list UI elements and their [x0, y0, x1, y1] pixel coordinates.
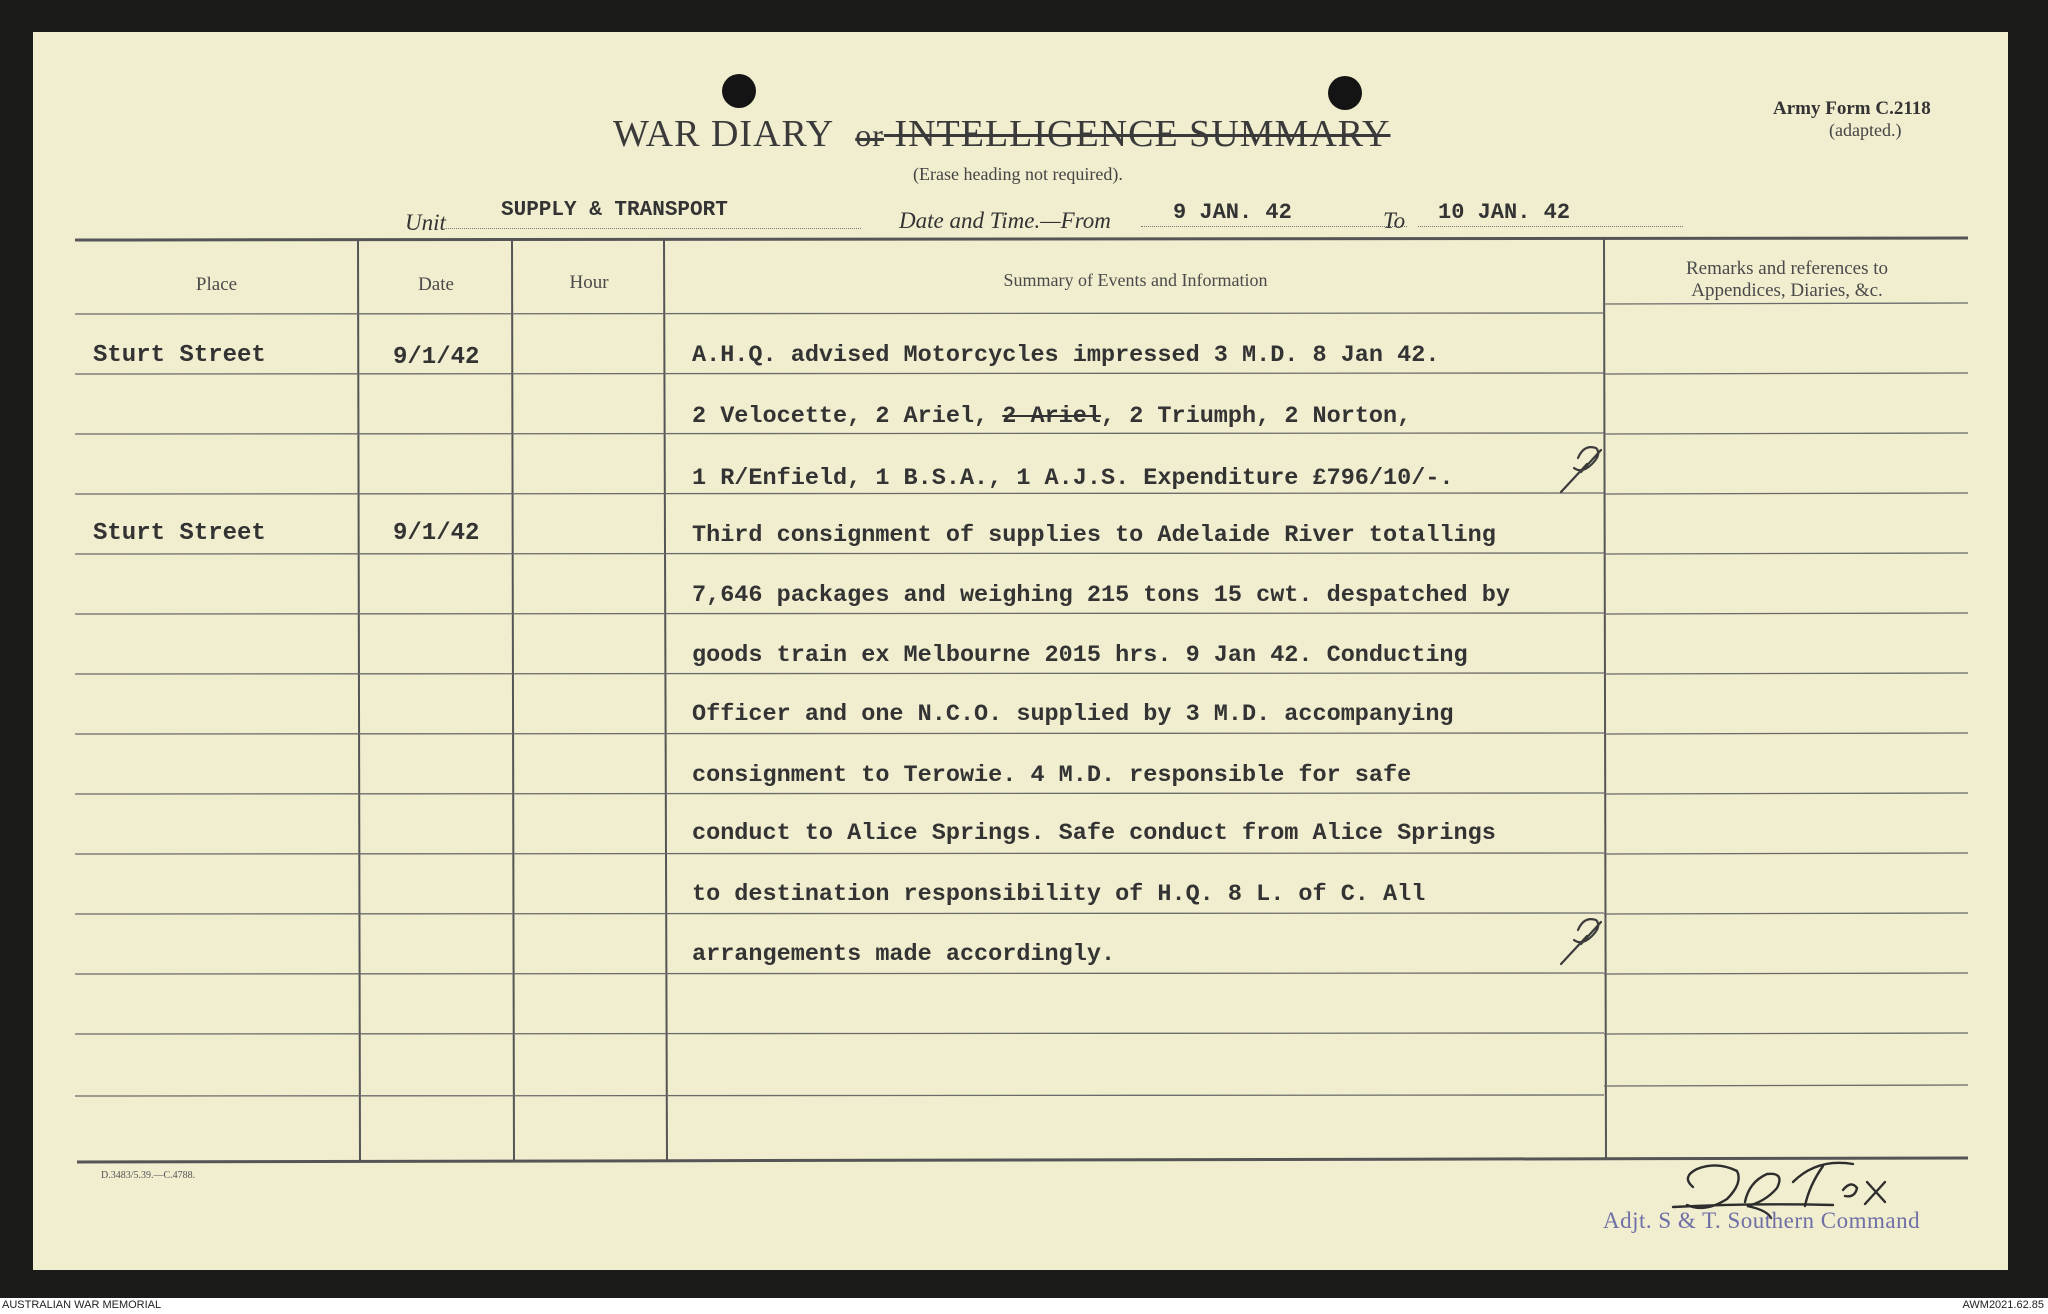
summary-line-2 [692, 403, 1411, 430]
summary-line-2-part-1: 2 Velocette, 2 Ariel, [692, 403, 1003, 430]
archive-caption-bar [0, 1298, 2048, 1314]
column-header-date: Date [418, 274, 454, 295]
archive-reference: AWM2021.62.85 [1962, 1299, 2044, 1311]
summary-line-3: 1 R/Enfield, 1 B.S.A., 1 A.J.S. Expenditure £796/10/-. [692, 465, 1454, 492]
summary-line-5: 7,646 packages and weighing 215 tons 15 cwt. despatched by [692, 582, 1510, 609]
unit-label: Unit [405, 210, 446, 235]
column-header-hour: Hour [569, 272, 609, 293]
check-mark-glyphs [1561, 447, 1601, 964]
summary-line-10: to destination responsibility of H.Q. 8 L. of C. All [692, 881, 1426, 908]
row-1-place: Sturt Street [93, 342, 266, 369]
column-header-remarks-line1: Remarks and references to [1685, 258, 1889, 279]
date-from-value: 9 JAN. 42 [1173, 200, 1292, 225]
title-intelligence-summary: INTELLIGENCE SUMMARY [894, 113, 1391, 155]
summary-line-9: conduct to Alice Springs. Safe conduct from Alice Springs [692, 820, 1496, 847]
unit-value: SUPPLY & TRANSPORT [501, 199, 728, 222]
print-code: D.3483/5.39.—C.4788. [101, 1170, 196, 1181]
diary-form-sheet [33, 32, 2008, 1270]
summary-line-11: arrangements made accordingly. [692, 941, 1116, 968]
title-or: or [855, 117, 884, 153]
column-header-summary: Summary of Events and Information [1003, 270, 1268, 290]
summary-line-7: Officer and one N.C.O. supplied by 3 M.D. accompanying [692, 701, 1454, 728]
archive-source: AUSTRALIAN WAR MEMORIAL [2, 1299, 162, 1311]
form-number: Army Form C.2118 [1773, 98, 1931, 119]
summary-line-4: Third consignment of supplies to Adelaide River totalling [692, 522, 1496, 549]
adjutant-stamp: Adjt. S & T. Southern Command [1603, 1208, 1921, 1233]
form-note: (adapted.) [1829, 120, 1902, 140]
date-label: Date and Time.—From [899, 208, 1111, 233]
summary-line-1: A.H.Q. advised Motorcycles impressed 3 M.D. 8 Jan 42. [692, 342, 1440, 369]
title-war-diary: WAR DIARY [613, 113, 833, 155]
erase-note: (Erase heading not required). [913, 164, 1123, 184]
summary-line-8: consignment to Terowie. 4 M.D. responsible for safe [692, 762, 1412, 789]
row-1-date: 9/1/42 [393, 344, 480, 371]
row-2-date: 9/1/42 [393, 520, 480, 547]
summary-line-2-part-2: , 2 Triumph, 2 Norton, [1100, 403, 1412, 430]
column-header-remarks-line2: Appendices, Diaries, &c. [1691, 280, 1883, 301]
row-2-place: Sturt Street [93, 520, 266, 547]
date-to-label: To [1383, 208, 1406, 233]
summary-line-6: goods train ex Melbourne 2015 hrs. 9 Jan 42. Conducting [692, 642, 1468, 669]
date-to-value: 10 JAN. 42 [1438, 200, 1571, 225]
column-header-place: Place [195, 274, 238, 295]
summary-line-2-struck: 2 Ariel [1002, 403, 1101, 430]
